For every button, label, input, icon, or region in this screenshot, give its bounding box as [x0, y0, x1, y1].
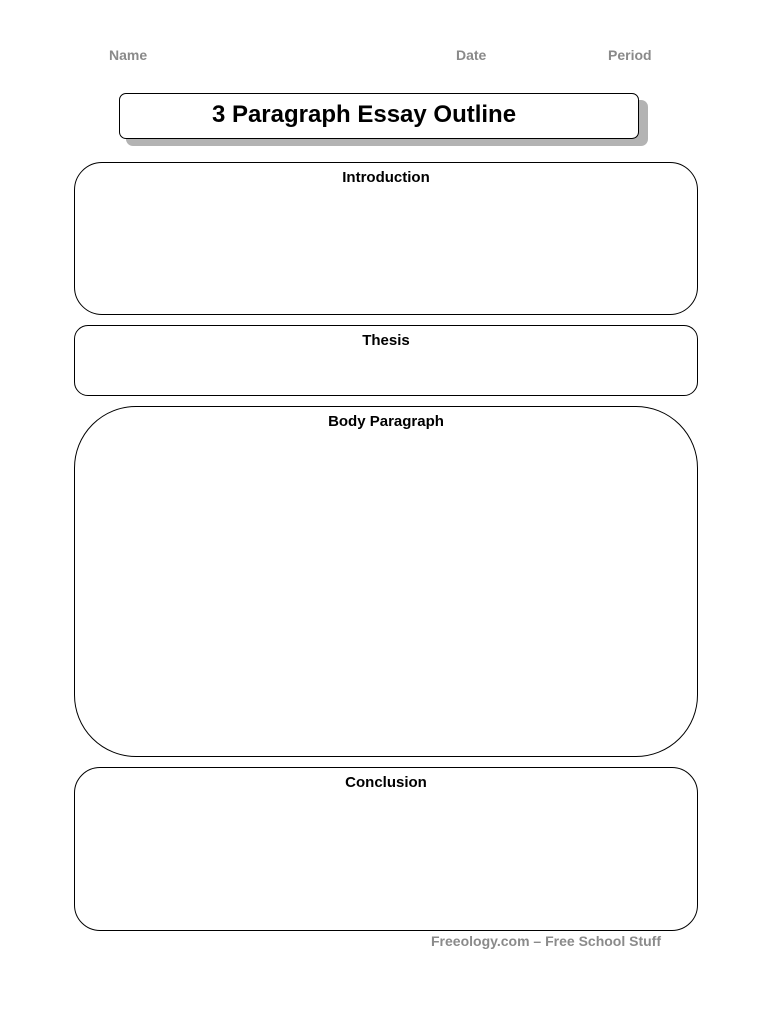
- period-label: Period: [608, 47, 652, 63]
- date-label: Date: [456, 47, 487, 63]
- introduction-box[interactable]: [74, 162, 698, 315]
- introduction-label: Introduction: [342, 169, 430, 186]
- name-label: Name: [109, 47, 148, 63]
- footer-credit: Freeology.com – Free School Stuff: [431, 933, 662, 949]
- conclusion-label: Conclusion: [345, 774, 427, 791]
- page-title: 3 Paragraph Essay Outline: [211, 101, 517, 128]
- conclusion-box[interactable]: [74, 767, 698, 931]
- thesis-label: Thesis: [362, 332, 410, 349]
- title-box: [119, 93, 639, 139]
- thesis-box[interactable]: [74, 325, 698, 396]
- body-paragraph-label: Body Paragraph: [328, 413, 444, 430]
- body-paragraph-box[interactable]: [74, 406, 698, 757]
